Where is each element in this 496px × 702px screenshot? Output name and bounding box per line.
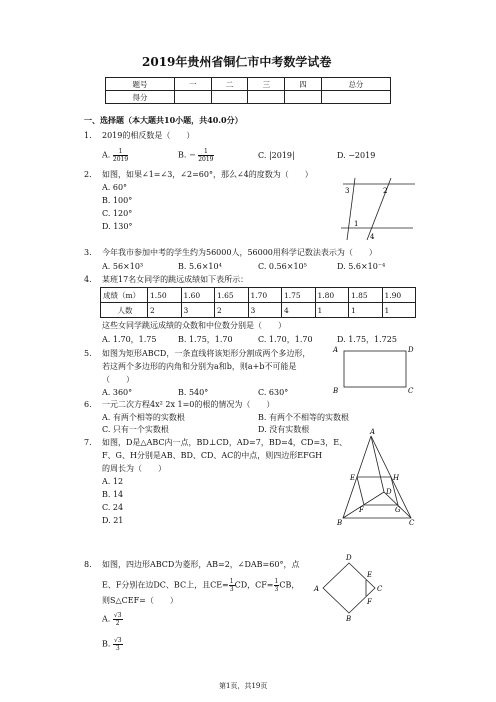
option-b	[178, 148, 214, 163]
option-a	[102, 148, 128, 163]
page-footer: 第1页，共19页	[219, 682, 268, 690]
table-cell: 1.90	[382, 288, 416, 303]
score-table-cell	[321, 91, 390, 104]
denominator: 3	[229, 586, 234, 593]
data-table	[100, 287, 416, 318]
text-segment: CD，CF=	[234, 580, 274, 590]
page-title: 2019年贵州省铜仁市中考数学试卷	[142, 55, 332, 69]
question-line: 若这两个多边形的内角和分别为a和b，则a+b不可能是	[102, 362, 297, 371]
option-a: A. 360°	[102, 388, 133, 397]
option-c: C. 只有一个实数根	[102, 425, 169, 434]
score-table-cell: 题号	[106, 78, 175, 91]
numerator: 1	[198, 148, 213, 156]
score-table-cell	[285, 91, 322, 104]
question-line: 如图，D是△ABC内一点，BD⊥CD，AD=7，BD=4，CD=3，E、	[102, 438, 348, 447]
q7-figure	[337, 430, 417, 530]
table-cell: 1.50	[148, 288, 182, 303]
score-table-cell	[211, 91, 248, 104]
option-b: B. 1.75，1.70	[178, 335, 233, 344]
option-a: A. 56×10³	[102, 262, 144, 271]
question-stem: 某班17名女同学的跳远成绩如下表所示：	[102, 275, 249, 284]
table-cell: 1	[382, 303, 416, 318]
question-number: 7.	[84, 438, 92, 447]
score-table-cell: 二	[211, 78, 248, 91]
score-table-cell	[248, 91, 285, 104]
option-c	[258, 151, 295, 161]
vertex-label: D	[408, 346, 414, 354]
table-cell: 1.80	[315, 288, 349, 303]
denominator: 3	[115, 645, 120, 652]
question-number: 3.	[84, 248, 92, 257]
question-number: 5.	[84, 349, 92, 358]
table-cell: 1.85	[349, 288, 383, 303]
option-c: C. 120°	[102, 209, 133, 218]
option-d: D. 没有实数根	[258, 425, 310, 434]
option-c: C. 630°	[258, 388, 289, 397]
option-d: D. 21	[102, 516, 124, 525]
question-stem: 2019的相反数是（ ）	[102, 131, 195, 140]
option-b	[102, 637, 123, 652]
numerator: 1	[113, 148, 128, 156]
option-a: A. 12	[102, 477, 124, 486]
option-b: B. 100°	[102, 196, 133, 205]
question-stem: 如图，如果∠1=∠3，∠2=60°，那么∠4的度数为（ ）	[102, 170, 313, 179]
score-table-header-row	[106, 78, 391, 91]
question-line: （ ）	[102, 375, 134, 384]
question-line: 如图为矩形ABCD，一条直线将该矩形分割成两个多边形，	[102, 349, 311, 358]
numerator: 1	[274, 578, 279, 585]
score-table-cell: 得分	[106, 91, 175, 104]
question-line: 如图，四边形ABCD为菱形，AB=2，∠DAB=60°，点	[102, 560, 300, 569]
score-table-cell: 总分	[321, 78, 390, 91]
option-a: A. 有两个相等的实数根	[102, 413, 185, 422]
question-stem: 一元二次方程4x² 2x 1=0的根的情况为（ ）	[102, 400, 275, 409]
option-label: C.	[258, 151, 267, 160]
vertex-label: B	[346, 615, 352, 623]
option-label: B.	[178, 150, 187, 160]
option-b: B. 5.6×10⁴	[178, 262, 222, 271]
option-d: D. 130°	[102, 222, 133, 231]
table-cell: 2	[148, 303, 182, 318]
table-cell: 4	[282, 303, 316, 318]
text-segment: E、F分别在边DC、BC上，且CE=	[102, 580, 229, 590]
option-d: D. 5.6×10⁻⁴	[337, 262, 386, 271]
q5-figure	[333, 345, 416, 395]
numerator: √3	[113, 612, 122, 619]
score-table-cell: 一	[175, 78, 212, 91]
denominator: 2019	[112, 156, 129, 163]
fraction	[113, 148, 128, 163]
option-b: B. 540°	[178, 388, 209, 397]
question-number: 4.	[84, 275, 92, 284]
vertex-label: A	[314, 585, 320, 593]
option-a: A. 1.70，1.75	[102, 335, 157, 344]
vertex-label: D	[386, 488, 392, 496]
table-row	[101, 288, 416, 303]
question-number: 8.	[84, 560, 92, 569]
vertex-label: F	[359, 506, 364, 514]
question-number: 6.	[84, 400, 92, 409]
question-line: F、G、H分别是AB、BD、CD、AC的中点，则四边形EFGH	[102, 451, 323, 460]
angle-label: 3	[345, 187, 350, 195]
vertex-label: C	[377, 585, 383, 593]
angle-label: 4	[370, 233, 375, 241]
denominator: 2	[115, 620, 120, 627]
option-c: C. 1.70，1.70	[258, 335, 313, 344]
q8-figure	[313, 555, 393, 621]
vertex-label: C	[408, 387, 414, 395]
table-cell: 3	[248, 303, 282, 318]
option-a	[102, 612, 123, 627]
option-c: C. 0.56×10⁵	[258, 262, 307, 271]
question-number: 1.	[84, 131, 92, 140]
numerator: √3	[113, 637, 122, 644]
vertex-label: E	[350, 474, 356, 482]
score-table-score-row	[106, 91, 391, 104]
vertex-label: A	[333, 346, 339, 354]
score-table	[105, 77, 391, 104]
table-cell: 3	[181, 303, 215, 318]
option-label: A.	[102, 614, 111, 624]
vertex-label: F	[367, 598, 372, 606]
table-cell: 1.70	[248, 288, 282, 303]
table-cell: 2	[215, 303, 249, 318]
denominator: 2019	[198, 156, 214, 163]
option-b: B. 14	[102, 490, 124, 499]
table-cell: 1.75	[282, 288, 316, 303]
option-value: |2019|	[268, 151, 295, 160]
score-table-cell: 三	[248, 78, 285, 91]
vertex-label: H	[393, 474, 400, 482]
option-d: D. 1.75，1.725	[337, 335, 397, 344]
text-segment: CB，	[279, 580, 300, 590]
score-table-cell: 四	[285, 78, 322, 91]
option-b: B. 有两个不相等的实数根	[258, 413, 349, 422]
vertex-label: B	[337, 519, 343, 527]
table-cell: 人数	[101, 303, 148, 318]
question-line	[102, 578, 299, 593]
angle-label: 1	[354, 220, 359, 228]
fraction	[113, 612, 123, 627]
vertex-label: G	[395, 506, 401, 514]
question-stem: 今年我市参加中考的学生约为56000人，56000用科学记数法表示为（ ）	[102, 248, 377, 257]
angle-label: 2	[383, 187, 388, 195]
option-c: C. 24	[102, 503, 124, 512]
table-cell: 1	[315, 303, 349, 318]
option-label: A.	[102, 150, 111, 160]
q2-figure	[333, 176, 423, 246]
option-label: D.	[337, 151, 346, 160]
denominator: 3	[274, 586, 279, 593]
option-value: −2019	[348, 151, 376, 160]
vertex-label: B	[333, 387, 339, 395]
question-line: 则S△CEF=（ ）	[102, 596, 178, 605]
table-cell: 1.60	[181, 288, 215, 303]
numerator: 1	[229, 578, 234, 585]
option-d	[337, 151, 375, 161]
question-number: 2.	[84, 170, 92, 179]
table-cell: 1.65	[215, 288, 249, 303]
score-table-cell	[175, 91, 212, 104]
minus-sign: −	[188, 150, 196, 160]
table-cell: 1	[349, 303, 383, 318]
fraction	[113, 637, 123, 652]
vertex-label: C	[409, 519, 415, 527]
option-label: B.	[102, 639, 111, 649]
option-a: A. 60°	[102, 183, 128, 192]
table-row	[101, 303, 416, 318]
fraction	[198, 148, 213, 163]
vertex-label: E	[367, 571, 373, 579]
section-heading: 一、选择题（本大题共10小题，共40.0分）	[84, 115, 243, 125]
vertex-label: A	[370, 428, 376, 436]
question-text: 这些女同学跳远成绩的众数和中位数分别是（ ）	[102, 321, 286, 330]
vertex-label: D	[346, 554, 352, 562]
table-cell: 成绩（m）	[101, 288, 148, 303]
question-line: 的周长为（ ）	[102, 464, 166, 473]
